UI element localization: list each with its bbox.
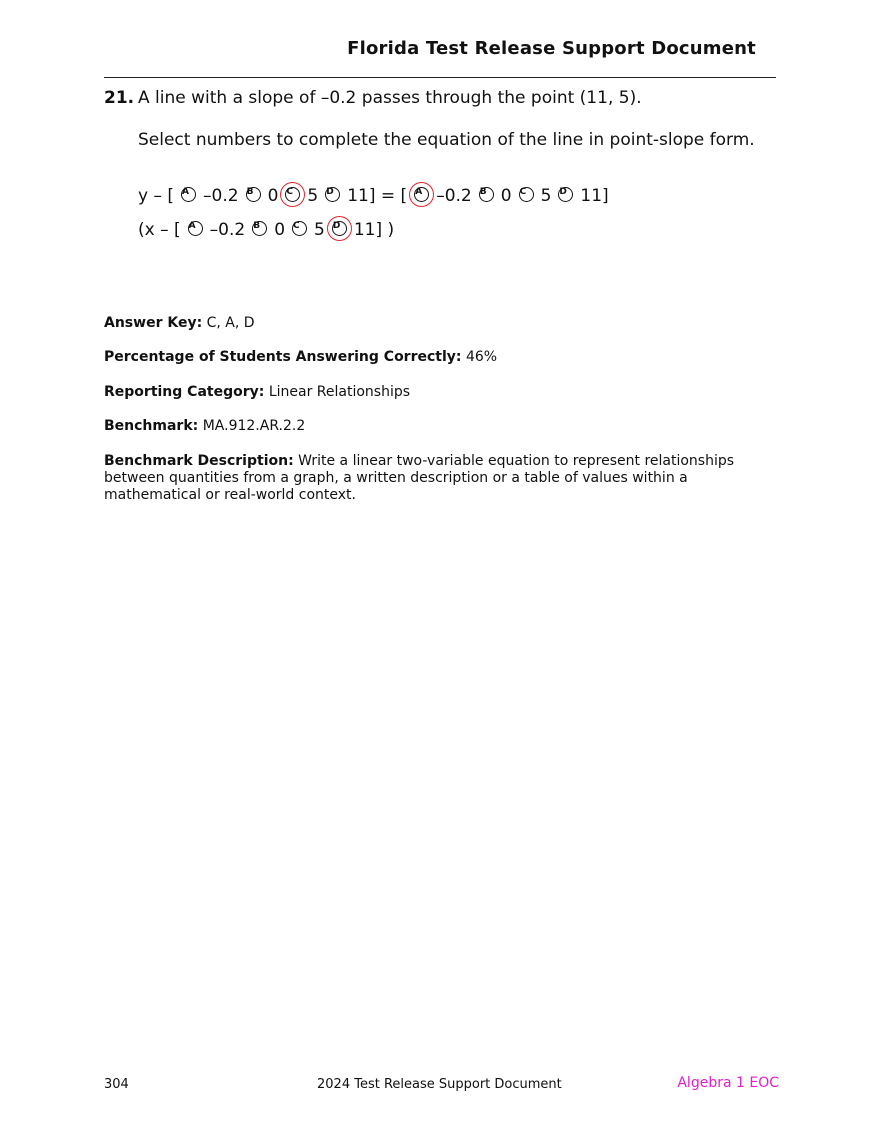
option-a-bubble-icon[interactable]: A xyxy=(188,221,203,236)
equation-bracket-close: ] xyxy=(602,186,609,206)
equation-prefix: y – [ xyxy=(138,186,175,206)
option-d-value[interactable]: 11 xyxy=(353,220,376,240)
option-b-bubble-icon[interactable]: B xyxy=(252,221,267,236)
footer-page-number: 304 xyxy=(104,1077,129,1092)
benchmark-description xyxy=(104,453,776,504)
equation-line-1 xyxy=(138,186,609,206)
answer-key xyxy=(104,315,776,332)
option-b-bubble-icon[interactable]: B xyxy=(479,187,494,202)
equation-prefix: (x – [ xyxy=(138,220,181,240)
question-stem: A line with a slope of –0.2 passes through the point (11, 5). xyxy=(138,88,642,108)
benchmark-description-value: Write a linear two-variable equation to represent relationships between quantities from a graph, a written description or a table of values within a mathematical or real-world context. xyxy=(104,453,735,503)
option-c-bubble-icon[interactable]: C xyxy=(285,187,300,202)
benchmark-value: MA.912.AR.2.2 xyxy=(202,418,306,434)
option-a-bubble-icon[interactable]: A xyxy=(181,187,196,202)
dropdown-3[interactable] xyxy=(181,220,376,240)
option-a-bubble-icon[interactable]: A xyxy=(414,187,429,202)
reporting-category-value: Linear Relationships xyxy=(268,384,411,400)
option-d-bubble-icon[interactable]: D xyxy=(332,221,347,236)
question-number: 21. xyxy=(104,88,135,108)
percent-correct-value: 46% xyxy=(465,349,498,365)
option-c-value[interactable]: 5 xyxy=(540,186,552,206)
option-c-bubble-icon[interactable]: C xyxy=(519,187,534,202)
dropdown-2[interactable] xyxy=(407,186,602,206)
option-b-value[interactable]: 0 xyxy=(500,186,512,206)
benchmark-label: Benchmark: xyxy=(104,418,199,434)
option-b-value[interactable]: 0 xyxy=(267,186,279,206)
option-d-value[interactable]: 11 xyxy=(347,186,369,206)
option-d-bubble-icon[interactable]: D xyxy=(325,187,340,202)
equation-line-2 xyxy=(138,220,394,240)
equation-suffix: ] ) xyxy=(375,220,395,240)
option-d-bubble-icon[interactable]: D xyxy=(558,187,573,202)
reporting-category xyxy=(104,384,776,401)
page-header-title: Florida Test Release Support Document xyxy=(347,38,756,59)
footer-document-title: 2024 Test Release Support Document xyxy=(317,1077,562,1092)
option-c-bubble-icon[interactable]: C xyxy=(292,221,307,236)
option-c-value[interactable]: 5 xyxy=(307,186,319,206)
answer-key-value: C, A, D xyxy=(206,315,255,331)
benchmark-description-label: Benchmark Description: xyxy=(104,453,294,469)
option-a-value[interactable]: –0.2 xyxy=(209,220,246,240)
percent-correct-label: Percentage of Students Answering Correctly: xyxy=(104,349,462,365)
option-c-value[interactable]: 5 xyxy=(314,220,325,240)
footer-subject: Algebra 1 EOC xyxy=(677,1075,779,1091)
question-instruction: Select numbers to complete the equation of the line in point-slope form. xyxy=(138,130,755,150)
option-b-bubble-icon[interactable]: B xyxy=(246,187,261,202)
option-a-value[interactable]: –0.2 xyxy=(203,186,239,206)
dropdown-1[interactable] xyxy=(174,186,369,206)
answer-key-label: Answer Key: xyxy=(104,315,203,331)
equation-equals: ] = [ xyxy=(368,186,408,206)
option-b-value[interactable]: 0 xyxy=(274,220,286,240)
percent-correct xyxy=(104,349,776,366)
header-divider xyxy=(104,77,776,78)
option-a-value[interactable]: –0.2 xyxy=(436,186,472,206)
reporting-category-label: Reporting Category: xyxy=(104,384,265,400)
option-d-value[interactable]: 11 xyxy=(580,186,603,206)
benchmark xyxy=(104,418,776,435)
